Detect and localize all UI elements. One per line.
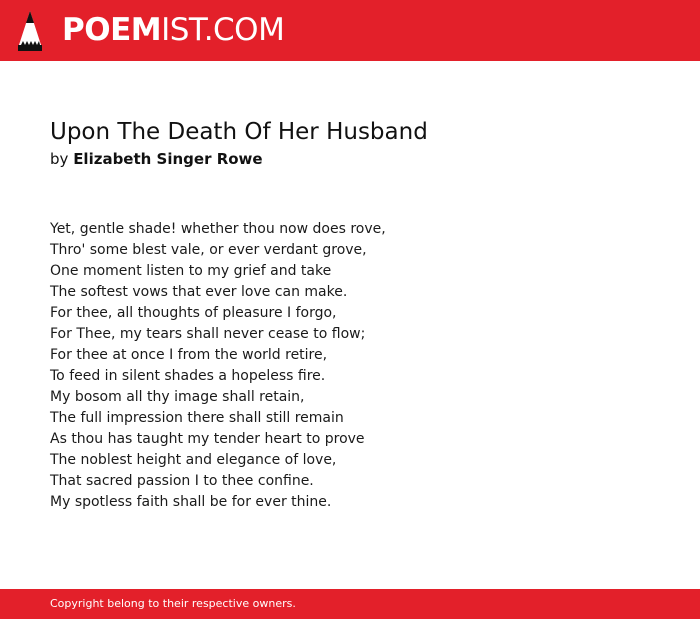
- poem-line: The noblest height and elegance of love,: [50, 452, 337, 468]
- poem-line: My spotless faith shall be for ever thine.: [50, 494, 332, 510]
- logo-bold-text: POEM: [62, 12, 162, 48]
- pencil-icon: [17, 10, 43, 52]
- site-footer: [0, 589, 700, 619]
- site-header: [0, 0, 700, 61]
- poem-body: [50, 219, 386, 513]
- poem-line: One moment listen to my grief and take: [50, 263, 332, 279]
- poem-title: Upon The Death Of Her Husband: [50, 119, 428, 145]
- poem-line: For thee at once I from the world retire,: [50, 347, 328, 363]
- poem-line: For thee, all thoughts of pleasure I forgo,: [50, 305, 337, 321]
- poem-line: As thou has taught my tender heart to prove: [50, 431, 365, 447]
- by-label: by: [50, 150, 69, 168]
- poem-line: Yet, gentle shade! whether thou now does rove,: [50, 221, 386, 237]
- poem-byline: [50, 149, 263, 169]
- logo-light-text: IST.COM: [161, 12, 285, 48]
- poem-line: My bosom all thy image shall retain,: [50, 389, 305, 405]
- copyright-text: Copyright belong to their respective owners.: [50, 597, 296, 610]
- poem-line: The full impression there shall still remain: [50, 410, 344, 426]
- poem-line: Thro' some blest vale, or ever verdant grove,: [50, 242, 367, 258]
- poem-line: The softest vows that ever love can make.: [50, 284, 348, 300]
- poem-line: For Thee, my tears shall never cease to flow;: [50, 326, 366, 342]
- poem-author: Elizabeth Singer Rowe: [73, 150, 263, 168]
- site-logo[interactable]: [62, 11, 284, 49]
- poem-line: That sacred passion I to thee confine.: [50, 473, 314, 489]
- poem-line: To feed in silent shades a hopeless fire.: [50, 368, 326, 384]
